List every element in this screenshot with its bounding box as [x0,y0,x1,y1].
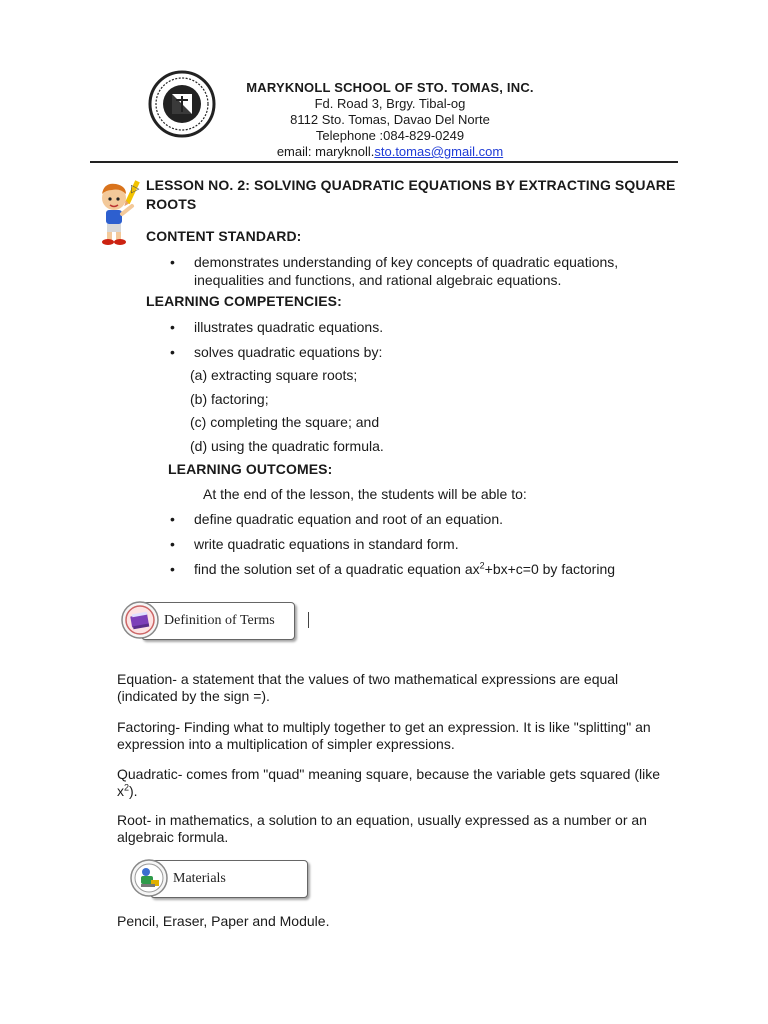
sub-item: (d) using the quadratic formula. [190,438,384,454]
definition-quadratic [117,766,667,800]
learning-competencies-heading: LEARNING COMPETENCIES: [146,293,342,309]
email-link[interactable]: sto.tomas@gmail.com [374,144,504,159]
materials-label [150,860,308,898]
definition-equation: Equation- a statement that the values of two mathematical expressions are equal (indicated by the sign =). [117,671,619,704]
email-prefix: email: maryknoll. [276,144,375,159]
definition-of-terms-text: Definition of Terms [164,613,275,628]
lesson-title: LESSON NO. 2: SOLVING QUADRATIC EQUATIONS BY EXTRACTING SQUARE ROOTS [146,177,676,212]
definition-of-terms-label [141,602,295,640]
definition-text: ). [129,783,138,799]
materials-icon [129,858,169,898]
list-item: • solves quadratic equations by: [168,343,668,361]
learning-outcomes-heading: LEARNING OUTCOMES: [168,461,333,477]
learning-competencies-list [168,318,668,368]
definition-root: Root- in mathematics, a solution to an equation, usually expressed as a number or an algebraic formula. [117,812,647,845]
content-standard-list [168,253,668,289]
address-line-2: 8112 Sto. Tomas, Davao Del Norte [290,112,490,127]
materials-list: Pencil, Eraser, Paper and Module. [117,913,330,929]
address-line-1: Fd. Road 3, Brgy. Tibal-og [314,96,466,111]
materials-label-text: Materials [173,871,226,886]
exponent: 2 [124,782,130,793]
definition-factoring: Factoring- Finding what to multiply together to get an expression. It is like "splitting" an expression into a multiplication of simpler expressions. [117,719,651,752]
list-item: • define quadratic equation and root of an equation. [168,510,688,528]
arrow-icon: ▷ [131,183,140,195]
email-line [180,144,600,159]
item-text: find the solution set of a quadratic equation ax [194,561,480,577]
sub-item: (a) extracting square roots; [190,367,358,383]
telephone-line: Telephone :084-829-0249 [315,128,465,143]
definition-text: Quadratic- comes from "quad" meaning square, because the variable gets squared (like x [117,766,661,799]
list-item: • illustrates quadratic equations. [168,318,668,336]
learning-outcomes-list [168,510,688,585]
list-item: • write quadratic equations in standard form. [168,535,688,553]
learning-outcomes-intro: At the end of the lesson, the students will be able to: [203,486,527,502]
content-standard-heading: CONTENT STANDARD: [146,228,302,244]
list-item [168,560,688,578]
school-name: MARYKNOLL SCHOOL OF STO. TOMAS, INC. [246,80,534,95]
header-divider [90,161,678,163]
sub-item: (b) factoring; [190,391,269,407]
text-cursor [308,612,309,628]
item-text: +bx+c=0 by factoring [484,561,616,577]
exponent: 2 [479,560,485,571]
sub-item: (c) completing the square; and [190,414,380,430]
book-icon [120,600,160,640]
list-item: • demonstrates understanding of key concepts of quadratic equations, inequalities and functions, and rational algebraic equations. [168,253,668,289]
